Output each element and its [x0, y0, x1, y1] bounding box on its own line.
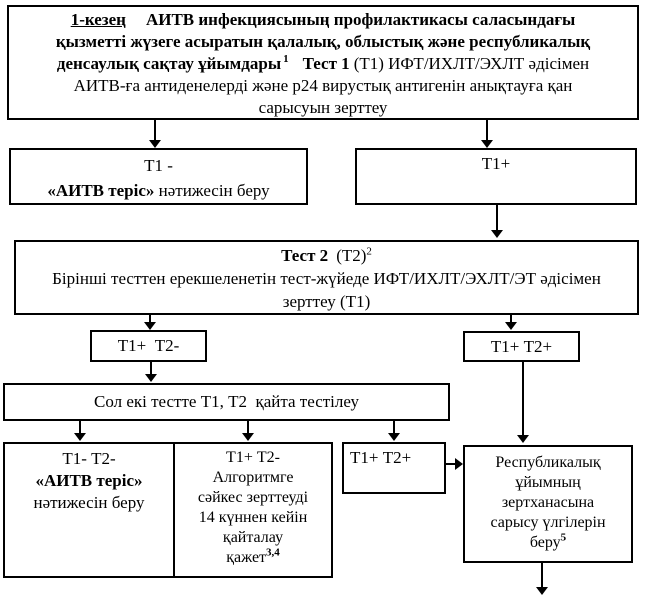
repeat-line5: қайталау: [222, 529, 284, 546]
arrow-t1-positive-to-test2: [491, 205, 503, 238]
repeat-test-box: [175, 442, 333, 578]
arrow-top-to-t1-negative: [149, 120, 161, 148]
test2-box: [14, 240, 639, 315]
stage-label: 1-кезең: [70, 10, 126, 29]
arrow-retest-to-t1pos-t2pos-bottom: [388, 421, 400, 441]
repeat-line2: Алгоритмге: [212, 469, 294, 486]
repeat-line3: сәйкес зерттеуді: [197, 489, 309, 506]
t1pos-t2pos-box: [463, 331, 580, 362]
header-line1: [9, 9, 637, 31]
repeat-line4: 14 күннен кейін: [198, 509, 308, 526]
republic-line5: [465, 533, 631, 553]
t1pos-t2neg-label: Т1+ Т2-: [117, 336, 180, 355]
header-line4: АИТВ-ға антиденелерді және р24 вирустық антигенін анықтауға қан: [73, 76, 573, 95]
test2-title: [16, 244, 637, 267]
test2-label: Тест 2: [281, 246, 329, 265]
t1-negative-line1: Т1 -: [144, 156, 173, 175]
footnote-marker-5: 5: [560, 531, 567, 544]
repeat-line6: [175, 548, 331, 568]
arrow-test2-to-t1pos-t2neg: [144, 315, 156, 330]
t1-negative-rest: нәтижесін беру: [158, 181, 270, 200]
test2-code: (Т2): [336, 246, 367, 265]
t1-positive-box: [355, 148, 637, 205]
test2-line2: Бірінші тесттен ерекшеленетін тест-жүйеде ИФТ/ИХЛТ/ЭХЛТ/ЭТ әдісімен: [52, 269, 601, 288]
header-line3-bold: денсаулық сақтау ұйымдары: [56, 54, 282, 73]
arrow-test2-to-t1pos-t2pos: [505, 315, 517, 330]
republic-lab-box: [463, 445, 633, 563]
republic-line4: сарысу үлгілерін: [490, 514, 606, 531]
final-negative-result-box: [3, 442, 175, 578]
header-line2: қызметті жүзеге асыратын қалалық, облыстық және республикалық: [55, 32, 591, 51]
arrow-t1pos-t2pos-bottom-to-republic: [446, 458, 463, 470]
header-line1-text: АИТВ инфекциясының профилактикасы саласындағы: [145, 10, 576, 29]
stage1-header-box: [7, 5, 639, 120]
header-line3-rest: (Т1) ИФТ/ИХЛТ/ЭХЛТ әдісімен: [353, 54, 590, 73]
repeat-line6-text: қажет: [226, 549, 267, 566]
arrow-retest-to-final-negative: [74, 421, 86, 441]
test1-label: Тест 1: [302, 54, 350, 73]
arrow-republic-exit: [536, 563, 548, 595]
footnote-marker-3-4: 3,4: [266, 546, 280, 559]
arrow-top-to-t1-positive: [481, 120, 493, 148]
arrow-retest-to-repeat: [242, 421, 254, 441]
t1pos-t2neg-box: [90, 330, 207, 362]
final-negative-line1: Т1- Т2-: [62, 449, 116, 468]
retest-label: Сол екі тестте Т1, Т2 қайта тестілеу: [93, 392, 360, 411]
header-line5: сарысуын зерттеу: [258, 98, 388, 117]
republic-line3: зертханасына: [501, 494, 595, 511]
republic-line1: Республикалық: [495, 454, 601, 471]
t1pos-t2pos-bottom-label: Т1+ Т2+: [350, 448, 412, 467]
t1-positive-label: Т1+: [481, 154, 511, 173]
footnote-marker-1: 1: [283, 53, 289, 66]
t1pos-t2pos-bottom-box: [342, 442, 446, 494]
retest-box: [3, 383, 450, 421]
final-negative-line3: нәтижесін беру: [33, 493, 145, 512]
republic-line2: ұйымның: [515, 474, 581, 491]
republic-line5-text: беру: [529, 534, 561, 551]
test2-line3: зерттеу (Т1): [282, 292, 371, 311]
arrow-t1pos-t2neg-to-retest: [145, 362, 157, 382]
arrow-t1pos-t2pos-to-republic: [517, 362, 529, 443]
hiv-negative-label-bottom: «АИТВ теріс»: [35, 471, 143, 490]
hiv-negative-label: «АИТВ теріс»: [47, 181, 155, 200]
t1-negative-line2: [11, 178, 306, 203]
t1-negative-result-box: [9, 148, 308, 205]
t1pos-t2pos-label: Т1+ Т2+: [490, 337, 553, 356]
footnote-marker-2: 2: [366, 245, 372, 258]
repeat-line1: Т1+ Т2-: [226, 449, 280, 466]
header-line3: [9, 53, 637, 75]
